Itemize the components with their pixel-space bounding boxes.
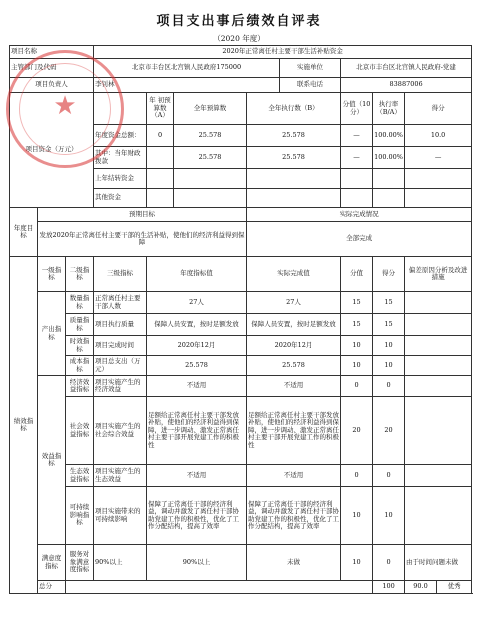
fund-row-budget <box>147 169 174 189</box>
goals-actual-header: 实际完成情况 <box>247 208 472 222</box>
ind-l3: 项目实施产生的生态效益 <box>94 465 147 487</box>
ind-actual: 保障了正常离任干部的经济利益，调动并激发了离任村干部协助党建工作的积极性，优化了工作分配结构，提高了效率 <box>247 487 341 545</box>
ind-target: 27人 <box>147 292 247 314</box>
evaluation-table <box>9 45 472 594</box>
ind-target: 25.578 <box>147 356 247 376</box>
fund-row-full <box>174 189 247 208</box>
ind-h-target: 年度指标值 <box>147 257 247 292</box>
ind-get: 0 <box>373 465 405 487</box>
fund-row-score <box>341 169 373 189</box>
col-get: 得分 <box>405 93 472 125</box>
total-label: 总分 <box>38 581 66 594</box>
fund-row-label: 其他资金 <box>94 189 147 208</box>
ind-reason: 由于时间问题未做 <box>405 545 472 581</box>
fund-row-get <box>405 169 472 189</box>
fund-row-exec <box>247 189 341 208</box>
ind-l2: 质量指标 <box>66 314 94 336</box>
ind-l3: 项目总支出（万元） <box>94 356 147 376</box>
total-grade: 优秀 <box>437 581 472 594</box>
fund-row-score: — <box>341 125 373 147</box>
ind-score: 20 <box>341 397 373 465</box>
impl-value: 北京市丰台区北宫镇人民政府-党建 <box>341 59 472 78</box>
project-name-label: 项目名称 <box>10 46 94 59</box>
ind-target: 不适用 <box>147 376 247 397</box>
ind-h-l1: 一级指标 <box>38 257 66 292</box>
fund-row-exec: 25.578 <box>247 147 341 169</box>
ind-get: 15 <box>373 292 405 314</box>
ind-l2: 经济效益指标 <box>66 376 94 397</box>
col-score: 分值（10分） <box>341 93 373 125</box>
goals-expected-header: 预期目标 <box>38 208 247 222</box>
ind-score: 10 <box>341 336 373 356</box>
fund-row-budget: 0 <box>147 125 174 147</box>
dept-value: 北京市丰台区北宫镇人民政府175000 <box>94 59 280 78</box>
fund-row-score <box>341 189 373 208</box>
phone-label: 联系电话 <box>280 78 341 93</box>
ind-l3: 项目完成时间 <box>94 336 147 356</box>
fund-row-rate <box>373 189 405 208</box>
ind-h-l3: 三级指标 <box>94 257 147 292</box>
ind-l2: 时效指标 <box>66 336 94 356</box>
ind-actual: 2020年12月 <box>247 336 341 356</box>
ind-get: 10 <box>373 336 405 356</box>
ind-l2: 数量指标 <box>66 292 94 314</box>
total-score: 100 <box>373 581 405 594</box>
fund-row-rate: 100.00% <box>373 147 405 169</box>
ind-reason <box>405 292 472 314</box>
ind-h-score: 分值 <box>341 257 373 292</box>
ind-actual: 不适用 <box>247 465 341 487</box>
ind-l3: 项目实施带来的可持续影响 <box>94 487 147 545</box>
fund-row-exec <box>247 169 341 189</box>
ind-reason <box>405 376 472 397</box>
col-exec: 全年执行数（B） <box>247 93 341 125</box>
fund-row-budget <box>147 147 174 169</box>
fund-row-label: 年度资金总额： <box>94 125 147 147</box>
fund-row-get: 10.0 <box>405 125 472 147</box>
ind-actual: 27人 <box>247 292 341 314</box>
output-label: 产出指标 <box>38 292 66 376</box>
ind-actual: 25.578 <box>247 356 341 376</box>
fund-row-full: 25.578 <box>174 147 247 169</box>
ind-actual: 未做 <box>247 545 341 581</box>
ind-l3: 项目执行质量 <box>94 314 147 336</box>
goals-actual-text: 全部完成 <box>247 222 472 257</box>
phone-value: 83887006 <box>341 78 472 93</box>
ind-reason <box>405 314 472 336</box>
ind-get: 10 <box>373 487 405 545</box>
ind-reason <box>405 465 472 487</box>
ind-target: 不适用 <box>147 465 247 487</box>
col-full-budget: 全年预算数 <box>174 93 247 125</box>
ind-get: 15 <box>373 314 405 336</box>
ind-l2: 社会效益指标 <box>66 397 94 465</box>
ind-score: 10 <box>341 356 373 376</box>
ind-h-get: 得分 <box>373 257 405 292</box>
ind-score: 10 <box>341 545 373 581</box>
ind-reason <box>405 336 472 356</box>
ind-score: 10 <box>341 487 373 545</box>
ind-score: 15 <box>341 292 373 314</box>
fund-row-score: — <box>341 147 373 169</box>
ind-h-reason: 偏差原因分析及改进措施 <box>405 257 472 292</box>
fund-row-full <box>174 169 247 189</box>
ind-reason <box>405 397 472 465</box>
ind-h-actual: 实际完成值 <box>247 257 341 292</box>
ind-reason <box>405 356 472 376</box>
ind-target: 足额给正常离任村主要干部发放补贴，使他们的经济利益得到保障，进一步调动、激发正常离任村主要干部开展党建工作的积极性 <box>147 397 247 465</box>
ind-get: 10 <box>373 356 405 376</box>
total-get: 90.0 <box>405 581 437 594</box>
fund-row-get <box>405 189 472 208</box>
perf-label: 绩效指标 <box>10 257 38 594</box>
col-budget: 年 初预算数（A） <box>147 93 174 125</box>
project-name-value: 2020年正常离任村主要干部生活补贴资金 <box>94 46 472 59</box>
ind-target: 90%以上 <box>147 545 247 581</box>
ind-actual: 保障人员安置，按时足额发放 <box>247 314 341 336</box>
ind-reason <box>405 487 472 545</box>
ind-get: 0 <box>373 376 405 397</box>
ind-score: 0 <box>341 376 373 397</box>
impl-label: 实施单位 <box>280 59 341 78</box>
ind-get: 0 <box>373 545 405 581</box>
ind-l3: 正常离任村主要干部人数 <box>94 292 147 314</box>
col-rate: 执行率（B/A） <box>373 93 405 125</box>
funds-label: 项目资金（万元） <box>10 93 94 208</box>
seal-star-icon: ★ <box>53 91 77 121</box>
satisfaction-label: 满意度指标 <box>38 545 66 581</box>
ind-l2: 生态效益指标 <box>66 465 94 487</box>
goals-expected-text: 发放2020年正常离任村主要干部的生活补贴，使他们的经济利益得到保障 <box>38 222 247 257</box>
ind-score: 15 <box>341 314 373 336</box>
dept-label: 主管部门及代码 <box>10 59 94 78</box>
ind-actual: 足额给正常离任村主要干部发放补贴，使他们的经济利益得到保障，进一步调动、激发正常离任村主要干部开展党建工作的积极性 <box>247 397 341 465</box>
ind-get: 20 <box>373 397 405 465</box>
fund-row-full: 25.578 <box>174 125 247 147</box>
leader-label: 项目负责人 <box>10 78 94 93</box>
fund-row-get: — <box>405 147 472 169</box>
ind-target: 保障了正常离任干部的经济利益，调动并激发了离任村干部协助党建工作的积极性，优化了工作分配结构，提高了效率 <box>147 487 247 545</box>
document-title: 项目支出事后绩效自评表 <box>156 14 322 29</box>
fund-row-rate: 100.00% <box>373 125 405 147</box>
ind-l2: 成本指标 <box>66 356 94 376</box>
ind-actual: 不适用 <box>247 376 341 397</box>
fund-row-budget <box>147 189 174 208</box>
ind-score: 0 <box>341 465 373 487</box>
ind-l3: 项目实施产生的经济效益 <box>94 376 147 397</box>
leader-value: 李钊林 <box>94 78 280 93</box>
fund-row-label: 上年结转资金 <box>94 169 147 189</box>
fund-row-label: 其中：当年财政拨款 <box>94 147 147 169</box>
ind-l2: 服务对象满意度指标 <box>66 545 94 581</box>
ind-l3: 项目实施产生的社会综合效益 <box>94 397 147 465</box>
ind-target: 2020年12月 <box>147 336 247 356</box>
ind-l2: 可持续影响指标 <box>66 487 94 545</box>
document-year: （2020 年度） <box>213 34 265 43</box>
fund-row-rate <box>373 169 405 189</box>
ind-h-l2: 二级指标 <box>66 257 94 292</box>
ind-target: 保障人员安置，按时足额发放 <box>147 314 247 336</box>
ind-l3: 90%以上 <box>94 545 147 581</box>
fund-row-exec: 25.578 <box>247 125 341 147</box>
goals-label: 年度目标 <box>10 208 38 257</box>
benefit-label: 效益指标 <box>38 376 66 545</box>
